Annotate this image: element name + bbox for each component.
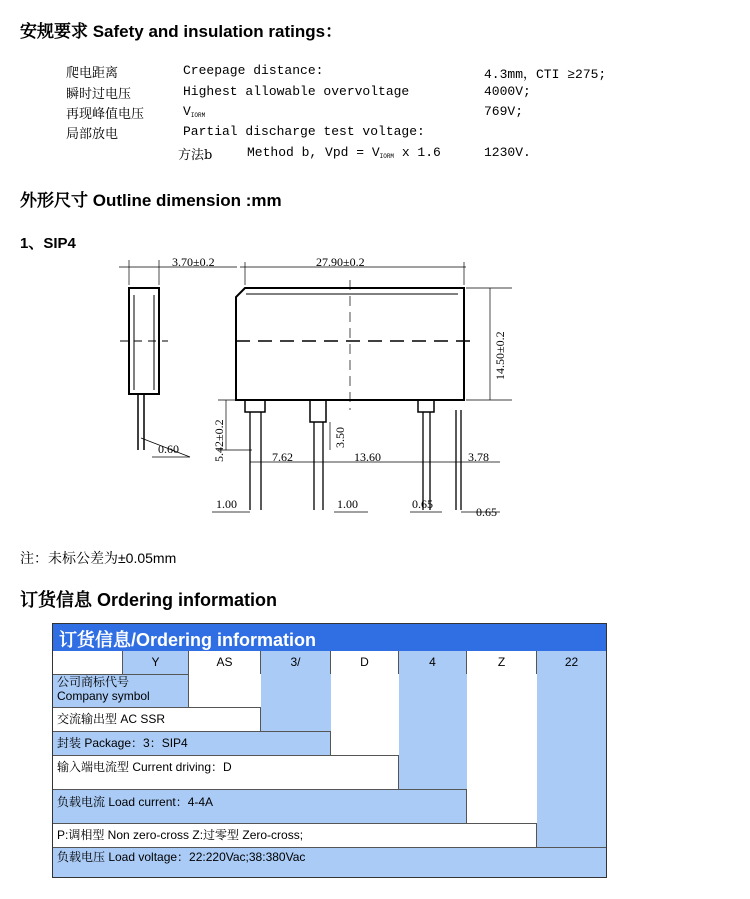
dim-pitch-2: 13.60 <box>354 450 381 464</box>
label-load-current: 负载电流 Load current：4-4A <box>53 789 467 823</box>
table-title: 订货信息/Ordering information <box>53 624 606 651</box>
code-cell-4: 4 <box>399 651 467 674</box>
code-cell-y: Y <box>123 651 189 674</box>
safety-en-3: $V_{IORM}$ <box>183 104 206 119</box>
label-package: 封装 Package：3：SIP4 <box>53 731 331 755</box>
dim-height: 14.50±0.2 <box>493 331 507 380</box>
label-company: 公司商标代号 Company symbol <box>53 674 189 707</box>
dim-length: 27.90±0.2 <box>316 255 365 269</box>
ordering-heading: 订货信息 Ordering information <box>20 590 278 610</box>
label-zero-cross: P:调相型 Non zero-cross Z:过零型 Zero-cross; <box>53 823 537 847</box>
label-current-driving: 输入端电流型 Current driving：D <box>53 755 399 789</box>
code-cell-22: 22 <box>537 651 606 674</box>
tolerance-note: 注：未标公差为±0.05mm <box>20 550 177 566</box>
dim-standoff: 3.50 <box>333 427 347 448</box>
outline-heading: 外形尺寸 Outline dimension :mm <box>20 191 282 210</box>
dim-pitch-3: 3.78 <box>468 450 489 464</box>
label-load-voltage: 负载电压 Load voltage：22:220Vac;38:380Vac <box>53 847 606 877</box>
code-cell-d: D <box>331 651 399 674</box>
code-cell-z: Z <box>467 651 537 674</box>
dim-thickness: 3.70±0.2 <box>172 255 215 269</box>
outline-subheading: 1、SIP4 <box>20 235 76 252</box>
safety-en-4: Partial discharge test voltage: <box>183 124 425 139</box>
safety-en-1: Creepage distance: <box>183 63 324 78</box>
dim-pitch-1: 7.62 <box>272 450 293 464</box>
label-ac-ssr: 交流输出型 AC SSR <box>53 707 261 731</box>
safety-cn-4: 局部放电 <box>66 127 119 142</box>
ordering-table <box>52 623 607 878</box>
safety-cn-1: 爬电距离 <box>66 66 119 81</box>
method-val: 1230V. <box>484 145 531 160</box>
dim-w2: 1.00 <box>337 497 358 511</box>
dim-w1: 1.00 <box>216 497 237 511</box>
dim-w4: 0.65 <box>476 505 497 519</box>
safety-heading: 安规要求 Safety and insulation ratings： <box>20 22 343 41</box>
code-cell-as: AS <box>189 651 261 674</box>
safety-cn-3: 再现峰值电压 <box>66 107 145 122</box>
dim-pin-width: 0.60 <box>158 442 179 456</box>
code-cell-blank <box>53 651 123 674</box>
code-cell-3: 3/ <box>261 651 331 674</box>
dim-w3: 0.65 <box>412 497 433 511</box>
safety-en-2: Highest allowable overvoltage <box>183 84 410 99</box>
sip4-dimension-drawing <box>0 240 750 530</box>
method-en: Method b, Vpd = $V_{IORM}$ x 1.6 <box>247 145 441 160</box>
dim-pin-length: 5.42±0.2 <box>212 419 226 462</box>
method-cn: 方法b <box>178 148 213 163</box>
safety-val-3: 769V; <box>484 104 524 119</box>
safety-val-2: 4000V; <box>484 84 531 99</box>
safety-cn-2: 瞬时过电压 <box>66 87 132 102</box>
safety-val-1: 4.3mm，CTI ≥275; <box>484 67 607 82</box>
